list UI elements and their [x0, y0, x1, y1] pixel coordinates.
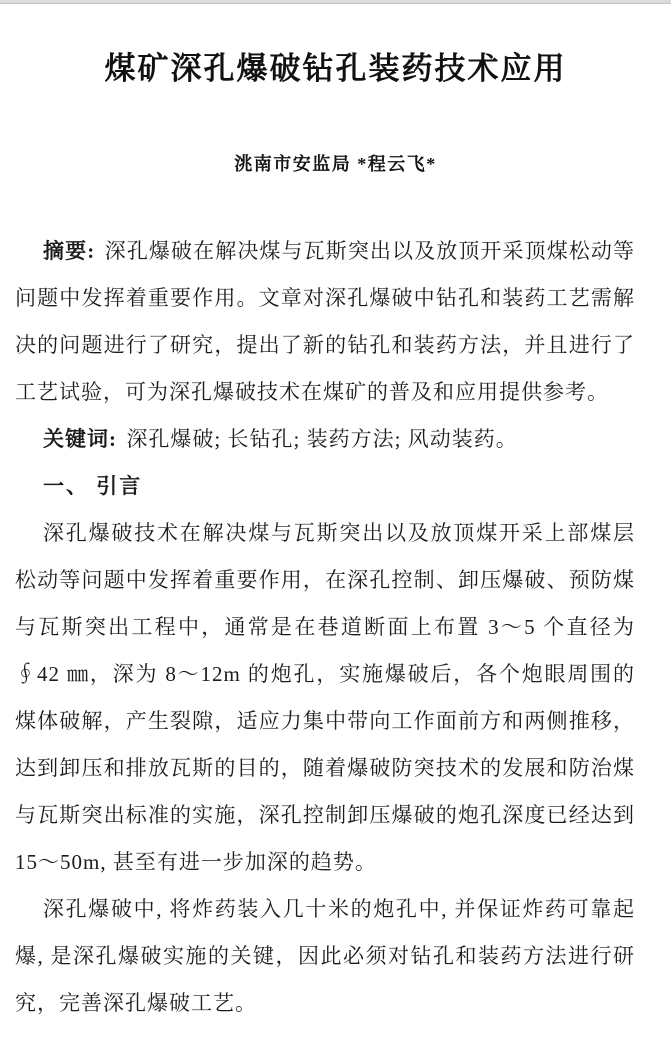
page-title: 煤矿深孔爆破钻孔装药技术应用 [104, 51, 567, 86]
body-paragraph: 深孔爆破技术在解决煤与瓦斯突出以及放顶煤开采上部煤层松动等问题中发挥着重要作用，在深孔控制、卸压爆破、预防煤与瓦斯突出工程中，通常是在巷道断面上布置 3～5 个直径为∮42 ㎜，深为 8～12m 的炮孔，实施爆破后，各个炮眼周围的煤体破解，产生裂隙，适应力集中带向工作面前方和两侧推移，达到卸压和排放瓦斯的目的，随着爆破防突技术的发展和防治煤与瓦斯突出标准的实施，深孔控制卸压爆破的炮孔深度已经达到 15～50m, 甚至有进一步加深的趋势。 [15, 521, 635, 874]
document-body [0, 228, 671, 1027]
abstract-label: 摘要: [43, 239, 96, 263]
abstract-text: 深孔爆破在解决煤与瓦斯突出以及放顶开采顶煤松动等问题中发挥着重要作用。文章对深孔爆破中钻孔和装药工艺需解决的问题进行了研究，提出了新的钻孔和装药方法，并且进行了工艺试验，可为深孔爆破技术在煤矿的普及和应用提供参考。 [15, 239, 636, 404]
window-top-bar [0, 0, 671, 4]
keywords-label: 关键词: [43, 427, 117, 451]
section-heading-introduction: 一、 引言 [43, 474, 143, 498]
body-paragraph: 深孔爆破中, 将炸药装入几十米的炮孔中, 并保证炸药可靠起爆, 是深孔爆破实施的关键，因此必须对钻孔和装药方法进行研究，完善深孔爆破工艺。 [15, 897, 635, 1015]
abstract-paragraph [15, 228, 635, 416]
byline: 洮南市安监局 *程云飞* [234, 154, 437, 174]
keywords-paragraph [15, 416, 635, 463]
keywords-text: 深孔爆破; 长钻孔; 装药方法; 风动装药。 [126, 427, 518, 451]
